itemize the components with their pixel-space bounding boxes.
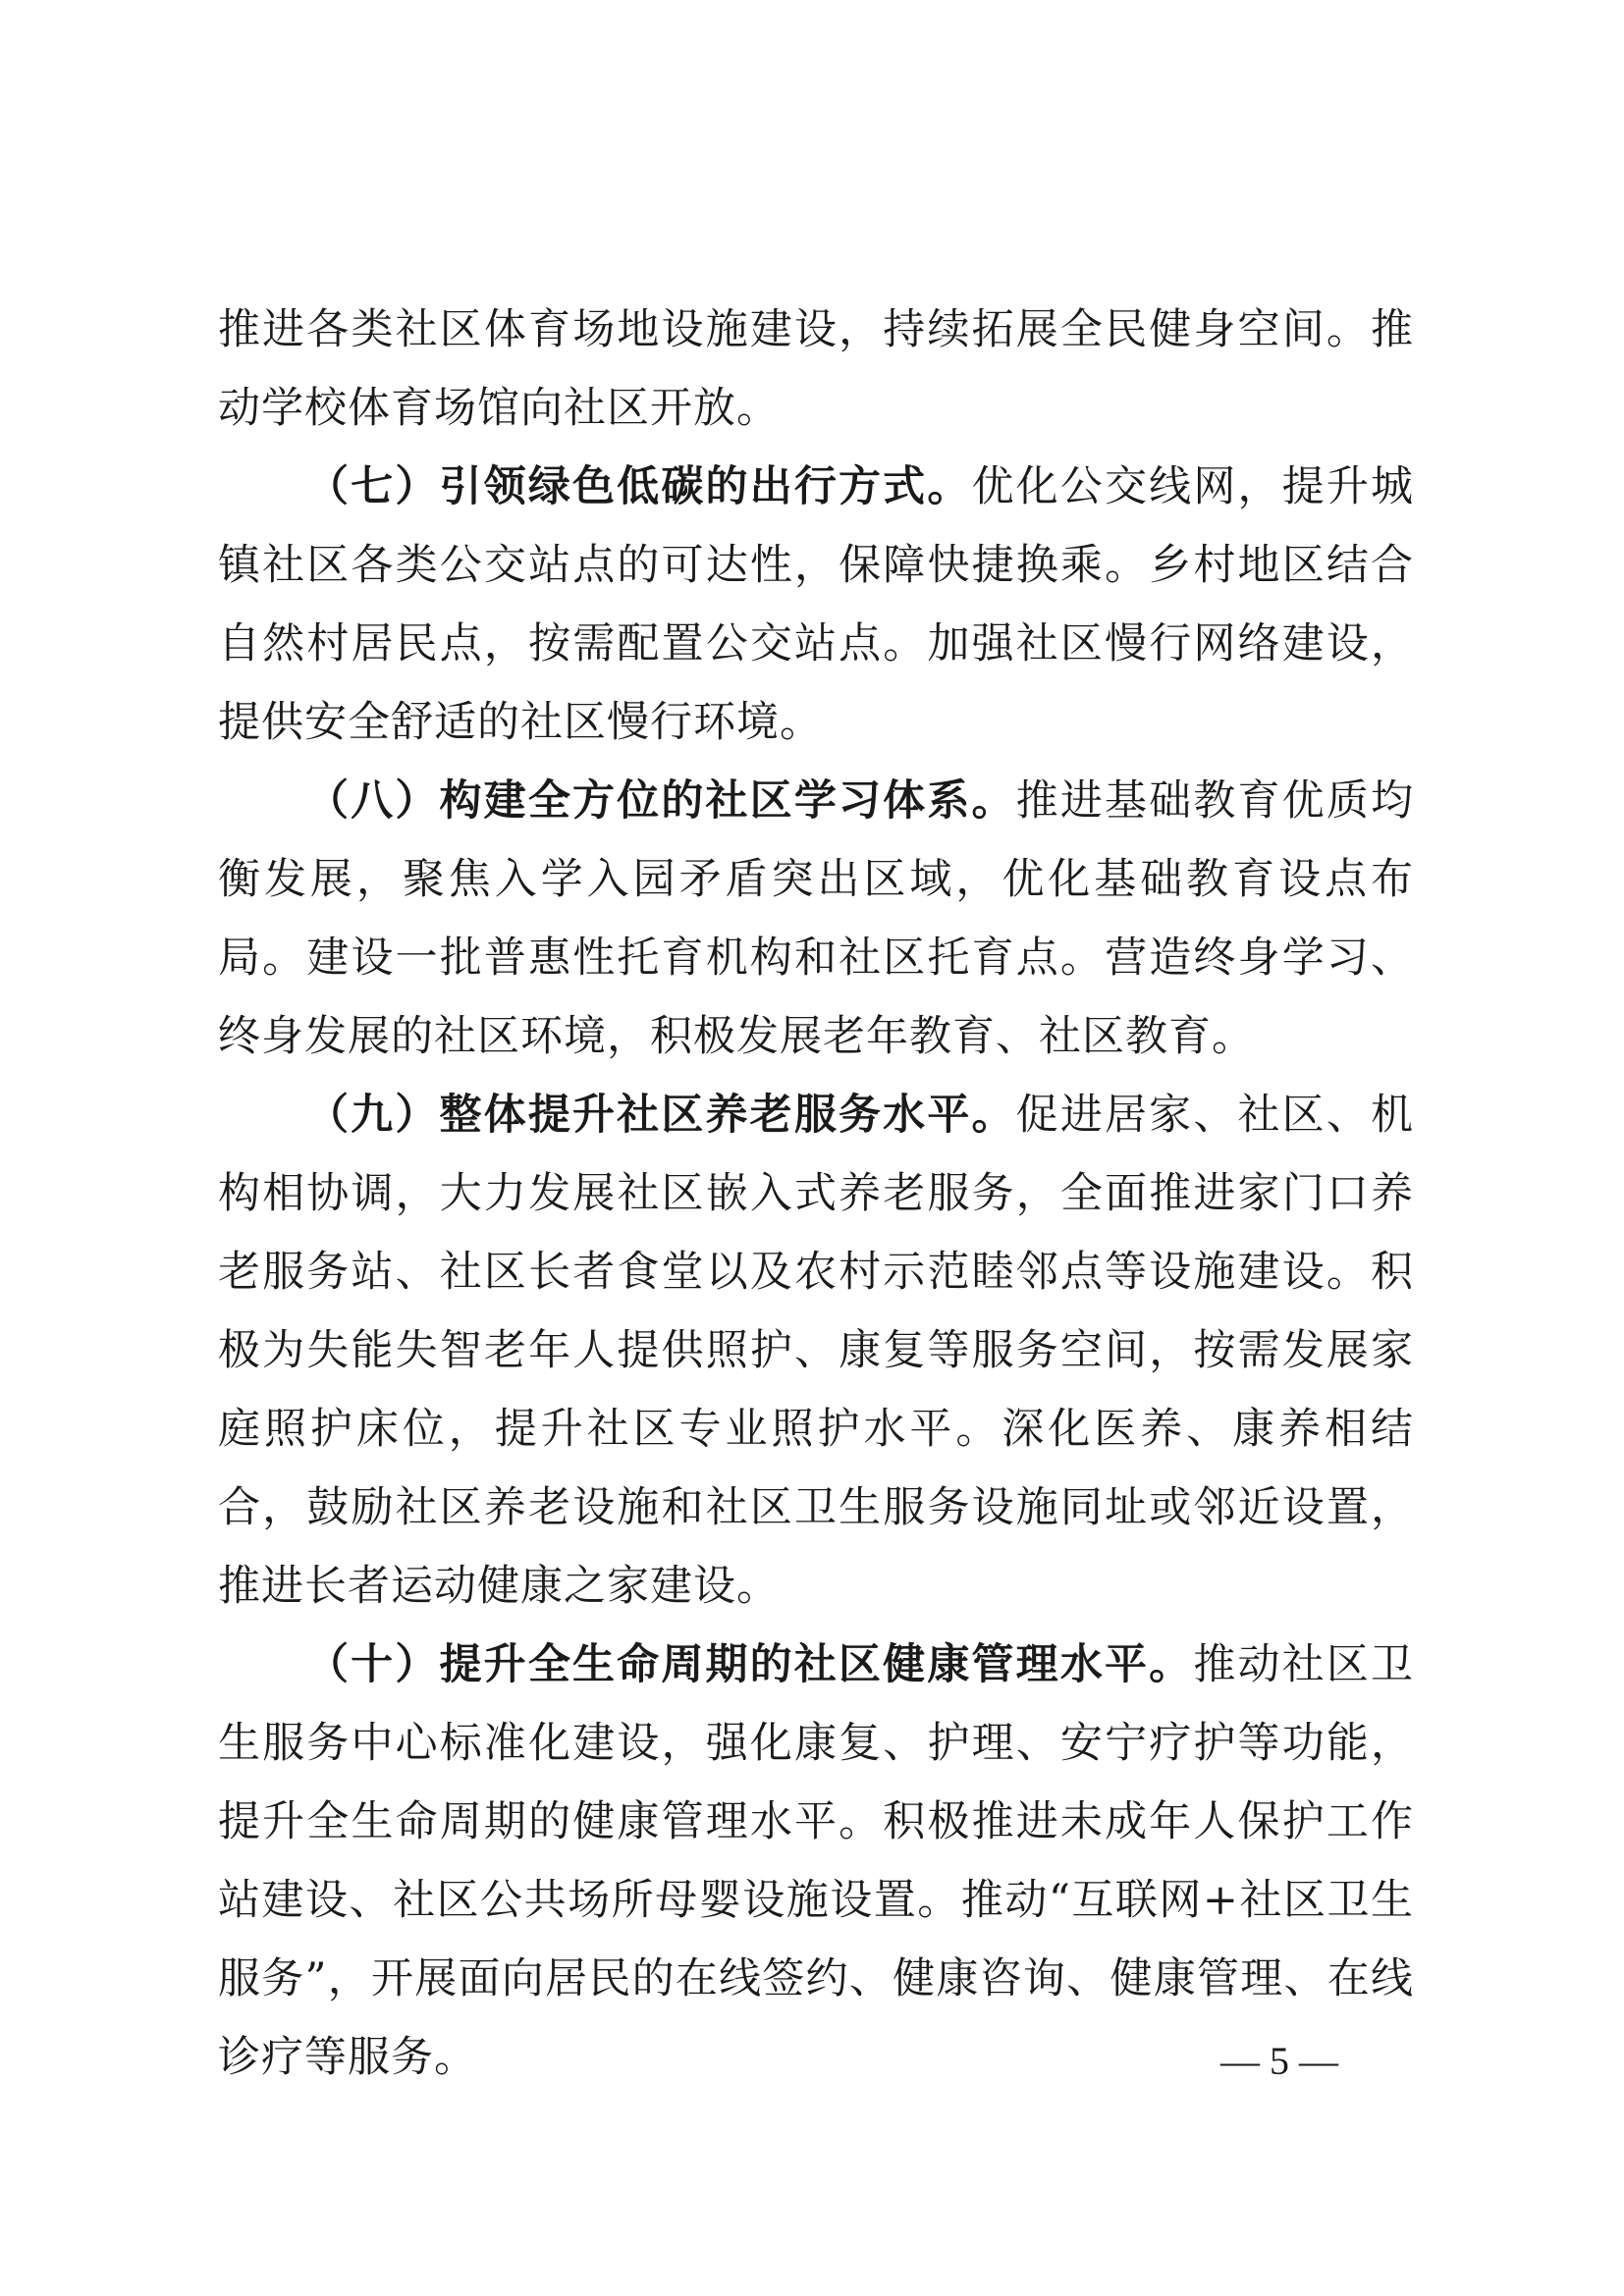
paragraph-text: 推进各类社区体育场地设施建设，持续拓展全民健身空间。推动学校体育场馆向社区开放。 [218,305,1414,433]
paragraph-text: 推进基础教育优质均衡发展，聚焦入学入园矛盾突出区域，优化基础教育设点布局。建设一批普惠性托育机构和社区托育点。营造终身学习、终身发展的社区环境，积极发展老年教育、社区教育。 [218,776,1415,1061]
paragraph-text: 推动社区卫生服务中心标准化建设，强化康复、护理、安宁疗护等功能，提升全生命周期的健康管理水平。积极推进未成年人保护工作站建设、社区公共场所母婴设施设置。推动“互联网+社区卫生服务”，开展面向居民的在线签约、健康咨询、健康管理、在线诊疗等服务。 [218,1640,1415,2082]
paragraph-heading: （九）整体提升社区养老服务水平。 [306,1091,1016,1140]
paragraph-seven [218,448,1414,762]
paragraph-eight [218,762,1414,1076]
paragraph-heading: （七）引领绿色低碳的出行方式。 [306,462,972,511]
paragraph-nine [218,1076,1414,1626]
page-number-label: — 5 — [1220,2039,1338,2083]
paragraph-text: 优化公交线网，提升城镇社区各类公交站点的可达性，保障快捷换乘。乡村地区结合自然村居民点，按需配置公交站点。加强社区慢行网络建设，提供安全舒适的社区慢行环境。 [218,462,1414,747]
paragraph-heading: （八）构建全方位的社区学习体系。 [306,776,1016,826]
document-body [218,291,1414,2097]
paragraph-text: 促进居家、社区、机构相协调，大力发展社区嵌入式养老服务，全面推进家门口养老服务站、社区长者食堂以及农村示范睦邻点等设施建设。积极为失能失智老年人提供照护、康复等服务空间，按需发展家庭照护床位，提升社区专业照护水平。深化医养、康养相结合，鼓励社区养老设施和社区卫生服务设施同址或邻近设置，推进长者运动健康之家建设。 [218,1091,1415,1611]
paragraph-ten [218,1626,1414,2097]
paragraph-heading: （十）提升全生命周期的社区健康管理水平。 [306,1640,1194,1689]
paragraph-continuation [218,291,1414,448]
